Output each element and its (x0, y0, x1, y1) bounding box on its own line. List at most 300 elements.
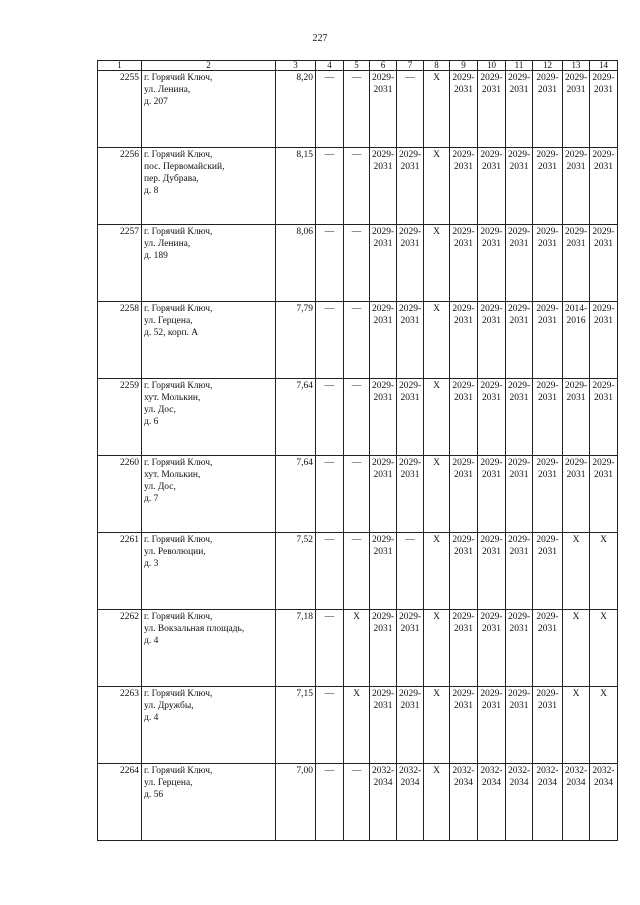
cell-text: — (324, 227, 335, 237)
cell-text: 2029- 2031 (452, 689, 475, 711)
year-cell (590, 225, 618, 302)
cell-text: г. Горячий Ключ, хут. Молькин, ул. Дос, д. 6 (144, 381, 213, 427)
cell-text: 2029- 2031 (592, 381, 615, 403)
column-header: 3 (276, 61, 316, 71)
cell-text: 2029- 2031 (508, 381, 531, 403)
page-number: 227 (312, 33, 328, 44)
cell-text: 2029- 2031 (372, 612, 395, 634)
cell-text: г. Горячий Ключ, ул. Герцена, д. 56 (144, 766, 213, 800)
year-cell (424, 687, 450, 764)
address-cell (142, 148, 276, 225)
year-cell (316, 71, 344, 148)
value-cell (276, 456, 316, 533)
cell-text: г. Горячий Ключ, хут. Молькин, ул. Дос, д. 7 (144, 458, 213, 504)
year-cell (478, 71, 506, 148)
value-cell (276, 225, 316, 302)
cell-text: 2029- 2031 (372, 150, 395, 172)
cell-text: X (433, 304, 440, 314)
year-cell (450, 225, 478, 302)
year-cell (344, 687, 370, 764)
cell-text: 2029- 2031 (508, 458, 531, 480)
cell-text: 2029- 2031 (536, 304, 559, 326)
cell-text: 2029- 2031 (592, 150, 615, 172)
cell-text: 2029- 2031 (508, 150, 531, 172)
cell-text: X (600, 612, 607, 622)
year-cell (478, 302, 506, 379)
year-cell (316, 764, 344, 841)
year-cell (506, 610, 533, 687)
row-number (98, 533, 142, 610)
year-cell (533, 610, 563, 687)
column-header-row (98, 61, 618, 71)
year-cell (506, 764, 533, 841)
cell-text: 2029- 2031 (592, 304, 615, 326)
year-cell (533, 687, 563, 764)
year-cell (506, 225, 533, 302)
year-cell (533, 225, 563, 302)
cell-text: 2029- 2031 (480, 689, 503, 711)
year-cell (450, 148, 478, 225)
cell-text: 2258 (120, 304, 139, 314)
cell-text: 2029- 2031 (565, 458, 588, 480)
cell-text: 2032- 2034 (565, 766, 588, 788)
year-cell (590, 148, 618, 225)
cell-text: — (351, 458, 362, 468)
year-cell (424, 764, 450, 841)
cell-text: 2029- 2031 (452, 227, 475, 249)
cell-text: 7,15 (296, 689, 313, 699)
cell-text: 2029- 2031 (372, 689, 395, 711)
cell-text: 2029- 2031 (508, 227, 531, 249)
year-cell (450, 379, 478, 456)
year-cell (344, 148, 370, 225)
cell-text: 2029- 2031 (592, 458, 615, 480)
cell-text: X (433, 73, 440, 83)
cell-text: 2029- 2031 (480, 304, 503, 326)
cell-text: 7,18 (296, 612, 313, 622)
cell-text: — (405, 73, 415, 83)
cell-text: 2014- 2016 (565, 304, 588, 326)
column-header: 2 (142, 61, 276, 71)
year-cell (344, 533, 370, 610)
year-cell (370, 148, 397, 225)
year-cell (424, 456, 450, 533)
cell-text: X (353, 689, 360, 699)
year-cell (478, 379, 506, 456)
cell-text: 2256 (120, 150, 139, 160)
year-cell (344, 379, 370, 456)
year-cell (397, 533, 424, 610)
value-cell (276, 302, 316, 379)
cell-text: 2029- 2031 (452, 458, 475, 480)
row-number (98, 764, 142, 841)
year-cell (590, 302, 618, 379)
column-header: 10 (478, 61, 506, 71)
year-cell (370, 225, 397, 302)
year-cell (563, 687, 590, 764)
cell-text: — (351, 381, 362, 391)
cell-text: 2029- 2031 (536, 535, 559, 557)
cell-text: — (324, 73, 335, 83)
year-cell (397, 302, 424, 379)
year-cell (397, 687, 424, 764)
cell-text: X (433, 689, 440, 699)
cell-text: 2029- 2031 (452, 73, 475, 95)
cell-text: 2029- 2031 (536, 612, 559, 634)
year-cell (424, 71, 450, 148)
cell-text: 2032- 2034 (399, 766, 422, 788)
year-cell (370, 764, 397, 841)
column-header: 5 (344, 61, 370, 71)
value-cell (276, 71, 316, 148)
year-cell (506, 148, 533, 225)
year-cell (316, 225, 344, 302)
year-cell (563, 456, 590, 533)
address-cell (142, 379, 276, 456)
column-header: 11 (506, 61, 533, 71)
year-cell (370, 687, 397, 764)
year-cell (397, 148, 424, 225)
year-cell (563, 148, 590, 225)
cell-text: 2263 (120, 689, 139, 699)
address-cell (142, 456, 276, 533)
table-row (98, 610, 618, 687)
cell-text: — (324, 766, 335, 776)
year-cell (450, 71, 478, 148)
column-header: 7 (397, 61, 424, 71)
cell-text: 2029- 2031 (399, 381, 422, 403)
cell-text: X (433, 612, 440, 622)
cell-text: 2029- 2031 (480, 150, 503, 172)
cell-text: X (433, 381, 440, 391)
year-cell (397, 71, 424, 148)
cell-text: — (405, 535, 415, 545)
address-cell (142, 533, 276, 610)
year-cell (344, 610, 370, 687)
cell-text: г. Горячий Ключ, ул. Ленина, д. 207 (144, 73, 213, 107)
value-cell (276, 533, 316, 610)
year-cell (397, 610, 424, 687)
table-row (98, 148, 618, 225)
cell-text: 2029- 2031 (372, 304, 395, 326)
table-row (98, 302, 618, 379)
cell-text: — (351, 150, 362, 160)
year-cell (370, 71, 397, 148)
address-cell (142, 610, 276, 687)
year-cell (424, 379, 450, 456)
year-cell (450, 533, 478, 610)
table-row (98, 225, 618, 302)
year-cell (478, 225, 506, 302)
year-cell (506, 302, 533, 379)
cell-text: 2029- 2031 (536, 458, 559, 480)
cell-text: г. Горячий Ключ, ул. Герцена, д. 52, корп. А (144, 304, 213, 338)
cell-text: 2029- 2031 (480, 612, 503, 634)
cell-text: 2032- 2034 (508, 766, 531, 788)
cell-text: — (351, 73, 362, 83)
year-cell (424, 302, 450, 379)
cell-text: 2029- 2031 (480, 73, 503, 95)
year-cell (590, 610, 618, 687)
cell-text: 2029- 2031 (399, 689, 422, 711)
cell-text: 2032- 2034 (592, 766, 615, 788)
cell-text: 2255 (120, 73, 139, 83)
cell-text: X (572, 612, 580, 622)
cell-text: 2260 (120, 458, 139, 468)
year-cell (478, 148, 506, 225)
column-header: 4 (316, 61, 344, 71)
cell-text: 2029- 2031 (565, 73, 588, 95)
cell-text: 2029- 2031 (399, 150, 422, 172)
cell-text: г. Горячий Ключ, пос. Первомайский, пер. Дубрава, д. 8 (144, 150, 225, 196)
address-cell (142, 71, 276, 148)
table-row (98, 71, 618, 148)
year-cell (316, 456, 344, 533)
cell-text: — (324, 381, 335, 391)
row-number (98, 148, 142, 225)
cell-text: г. Горячий Ключ, ул. Вокзальная площадь, д. 4 (144, 612, 245, 646)
year-cell (450, 456, 478, 533)
year-cell (563, 610, 590, 687)
cell-text: — (351, 766, 362, 776)
cell-text: X (433, 766, 440, 776)
year-cell (450, 764, 478, 841)
cell-text: 2032- 2034 (536, 766, 559, 788)
cell-text: 2029- 2031 (399, 227, 422, 249)
year-cell (533, 71, 563, 148)
year-cell (316, 148, 344, 225)
cell-text: 2029- 2031 (565, 381, 588, 403)
column-header: 12 (533, 61, 563, 71)
year-cell (533, 764, 563, 841)
year-cell (424, 148, 450, 225)
cell-text: 2032- 2034 (480, 766, 503, 788)
cell-text: — (351, 535, 362, 545)
cell-text: г. Горячий Ключ, ул. Ленина, д. 189 (144, 227, 213, 261)
year-cell (506, 71, 533, 148)
year-cell (424, 225, 450, 302)
cell-text: 2029- 2031 (452, 150, 475, 172)
year-cell (563, 71, 590, 148)
year-cell (370, 456, 397, 533)
year-cell (370, 379, 397, 456)
cell-text: 2029- 2031 (480, 535, 503, 557)
row-number (98, 225, 142, 302)
cell-text: X (353, 612, 360, 622)
row-number (98, 610, 142, 687)
cell-text: 2029- 2031 (480, 458, 503, 480)
year-cell (397, 456, 424, 533)
cell-text: X (600, 689, 607, 699)
cell-text: — (324, 612, 335, 622)
row-number (98, 456, 142, 533)
value-cell (276, 764, 316, 841)
cell-text: 2261 (120, 535, 139, 545)
year-cell (316, 687, 344, 764)
cell-text: 2029- 2031 (480, 227, 503, 249)
cell-text: г. Горячий Ключ, ул. Революции, д. 3 (144, 535, 213, 569)
table-row (98, 687, 618, 764)
cell-text: 2029- 2031 (372, 535, 395, 557)
data-table (97, 60, 618, 841)
row-number (98, 71, 142, 148)
cell-text: 2029- 2031 (565, 227, 588, 249)
year-cell (590, 764, 618, 841)
cell-text: 2029- 2031 (508, 689, 531, 711)
table-row (98, 533, 618, 610)
row-number (98, 687, 142, 764)
cell-text: 2029- 2031 (565, 150, 588, 172)
year-cell (316, 302, 344, 379)
cell-text: 2032- 2034 (372, 766, 395, 788)
cell-text: 7,00 (296, 766, 313, 776)
year-cell (450, 610, 478, 687)
year-cell (506, 687, 533, 764)
cell-text: 2029- 2031 (592, 73, 615, 95)
year-cell (370, 302, 397, 379)
cell-text: 7,64 (296, 458, 313, 468)
row-number (98, 302, 142, 379)
cell-text: — (324, 304, 335, 314)
cell-text: 2029- 2031 (536, 150, 559, 172)
value-cell (276, 610, 316, 687)
cell-text: 2032- 2034 (452, 766, 475, 788)
cell-text: — (351, 304, 362, 314)
cell-text: 2029- 2031 (372, 458, 395, 480)
year-cell (563, 379, 590, 456)
cell-text: 2029- 2031 (508, 73, 531, 95)
cell-text: 2029- 2031 (372, 73, 395, 95)
year-cell (478, 764, 506, 841)
cell-text: 2029- 2031 (536, 689, 559, 711)
cell-text: X (572, 689, 580, 699)
cell-text: 7,64 (296, 381, 313, 391)
year-cell (506, 533, 533, 610)
year-cell (316, 379, 344, 456)
cell-text: 2029- 2031 (508, 612, 531, 634)
year-cell (397, 764, 424, 841)
cell-text: 2029- 2031 (508, 304, 531, 326)
year-cell (590, 379, 618, 456)
cell-text: 2029- 2031 (452, 612, 475, 634)
cell-text: X (433, 227, 440, 237)
year-cell (450, 302, 478, 379)
cell-text: — (324, 458, 335, 468)
cell-text: — (324, 535, 335, 545)
cell-text: 2029- 2031 (480, 381, 503, 403)
cell-text: 2029- 2031 (452, 535, 475, 557)
year-cell (370, 533, 397, 610)
year-cell (533, 302, 563, 379)
year-cell (478, 610, 506, 687)
year-cell (533, 379, 563, 456)
year-cell (316, 533, 344, 610)
year-cell (397, 379, 424, 456)
year-cell (590, 687, 618, 764)
cell-text: 2029- 2031 (508, 535, 531, 557)
table-row (98, 456, 618, 533)
cell-text: 2029- 2031 (536, 73, 559, 95)
cell-text: 2029- 2031 (399, 612, 422, 634)
cell-text: 2029- 2031 (399, 458, 422, 480)
cell-text: X (433, 458, 440, 468)
year-cell (590, 456, 618, 533)
year-cell (506, 379, 533, 456)
year-cell (424, 610, 450, 687)
year-cell (450, 687, 478, 764)
cell-text: 8,06 (296, 227, 313, 237)
cell-text: — (324, 150, 335, 160)
year-cell (533, 533, 563, 610)
column-header: 14 (590, 61, 618, 71)
year-cell (344, 764, 370, 841)
cell-text: 2029- 2031 (452, 381, 475, 403)
year-cell (344, 71, 370, 148)
cell-text: 2257 (120, 227, 139, 237)
year-cell (590, 533, 618, 610)
cell-text: 2029- 2031 (372, 381, 395, 403)
cell-text: 2029- 2031 (399, 304, 422, 326)
year-cell (344, 302, 370, 379)
year-cell (478, 456, 506, 533)
cell-text: 2259 (120, 381, 139, 391)
address-cell (142, 687, 276, 764)
year-cell (316, 610, 344, 687)
year-cell (533, 456, 563, 533)
cell-text: 2029- 2031 (536, 381, 559, 403)
column-header: 13 (563, 61, 590, 71)
year-cell (478, 533, 506, 610)
column-header: 8 (424, 61, 450, 71)
column-header: 1 (98, 61, 142, 71)
year-cell (533, 148, 563, 225)
cell-text: 2029- 2031 (452, 304, 475, 326)
year-cell (344, 456, 370, 533)
cell-text: — (324, 689, 335, 699)
cell-text: 2029- 2031 (592, 227, 615, 249)
row-number (98, 379, 142, 456)
cell-text: X (600, 535, 607, 545)
cell-text: г. Горячий Ключ, ул. Дружбы, д. 4 (144, 689, 213, 723)
cell-text: 7,52 (296, 535, 313, 545)
cell-text: X (572, 535, 580, 545)
address-cell (142, 302, 276, 379)
table-row (98, 764, 618, 841)
cell-text: X (433, 150, 440, 160)
cell-text: X (433, 535, 440, 545)
cell-text: 2029- 2031 (536, 227, 559, 249)
cell-text: 2262 (120, 612, 139, 622)
year-cell (563, 225, 590, 302)
year-cell (370, 610, 397, 687)
column-header: 6 (370, 61, 397, 71)
year-cell (344, 225, 370, 302)
year-cell (590, 71, 618, 148)
year-cell (563, 533, 590, 610)
year-cell (478, 687, 506, 764)
year-cell (563, 302, 590, 379)
value-cell (276, 687, 316, 764)
cell-text: 2029- 2031 (372, 227, 395, 249)
address-cell (142, 225, 276, 302)
cell-text: — (351, 227, 362, 237)
cell-text: 8,20 (296, 73, 313, 83)
cell-text: 7,79 (296, 304, 313, 314)
value-cell (276, 379, 316, 456)
year-cell (424, 533, 450, 610)
address-cell (142, 764, 276, 841)
value-cell (276, 148, 316, 225)
